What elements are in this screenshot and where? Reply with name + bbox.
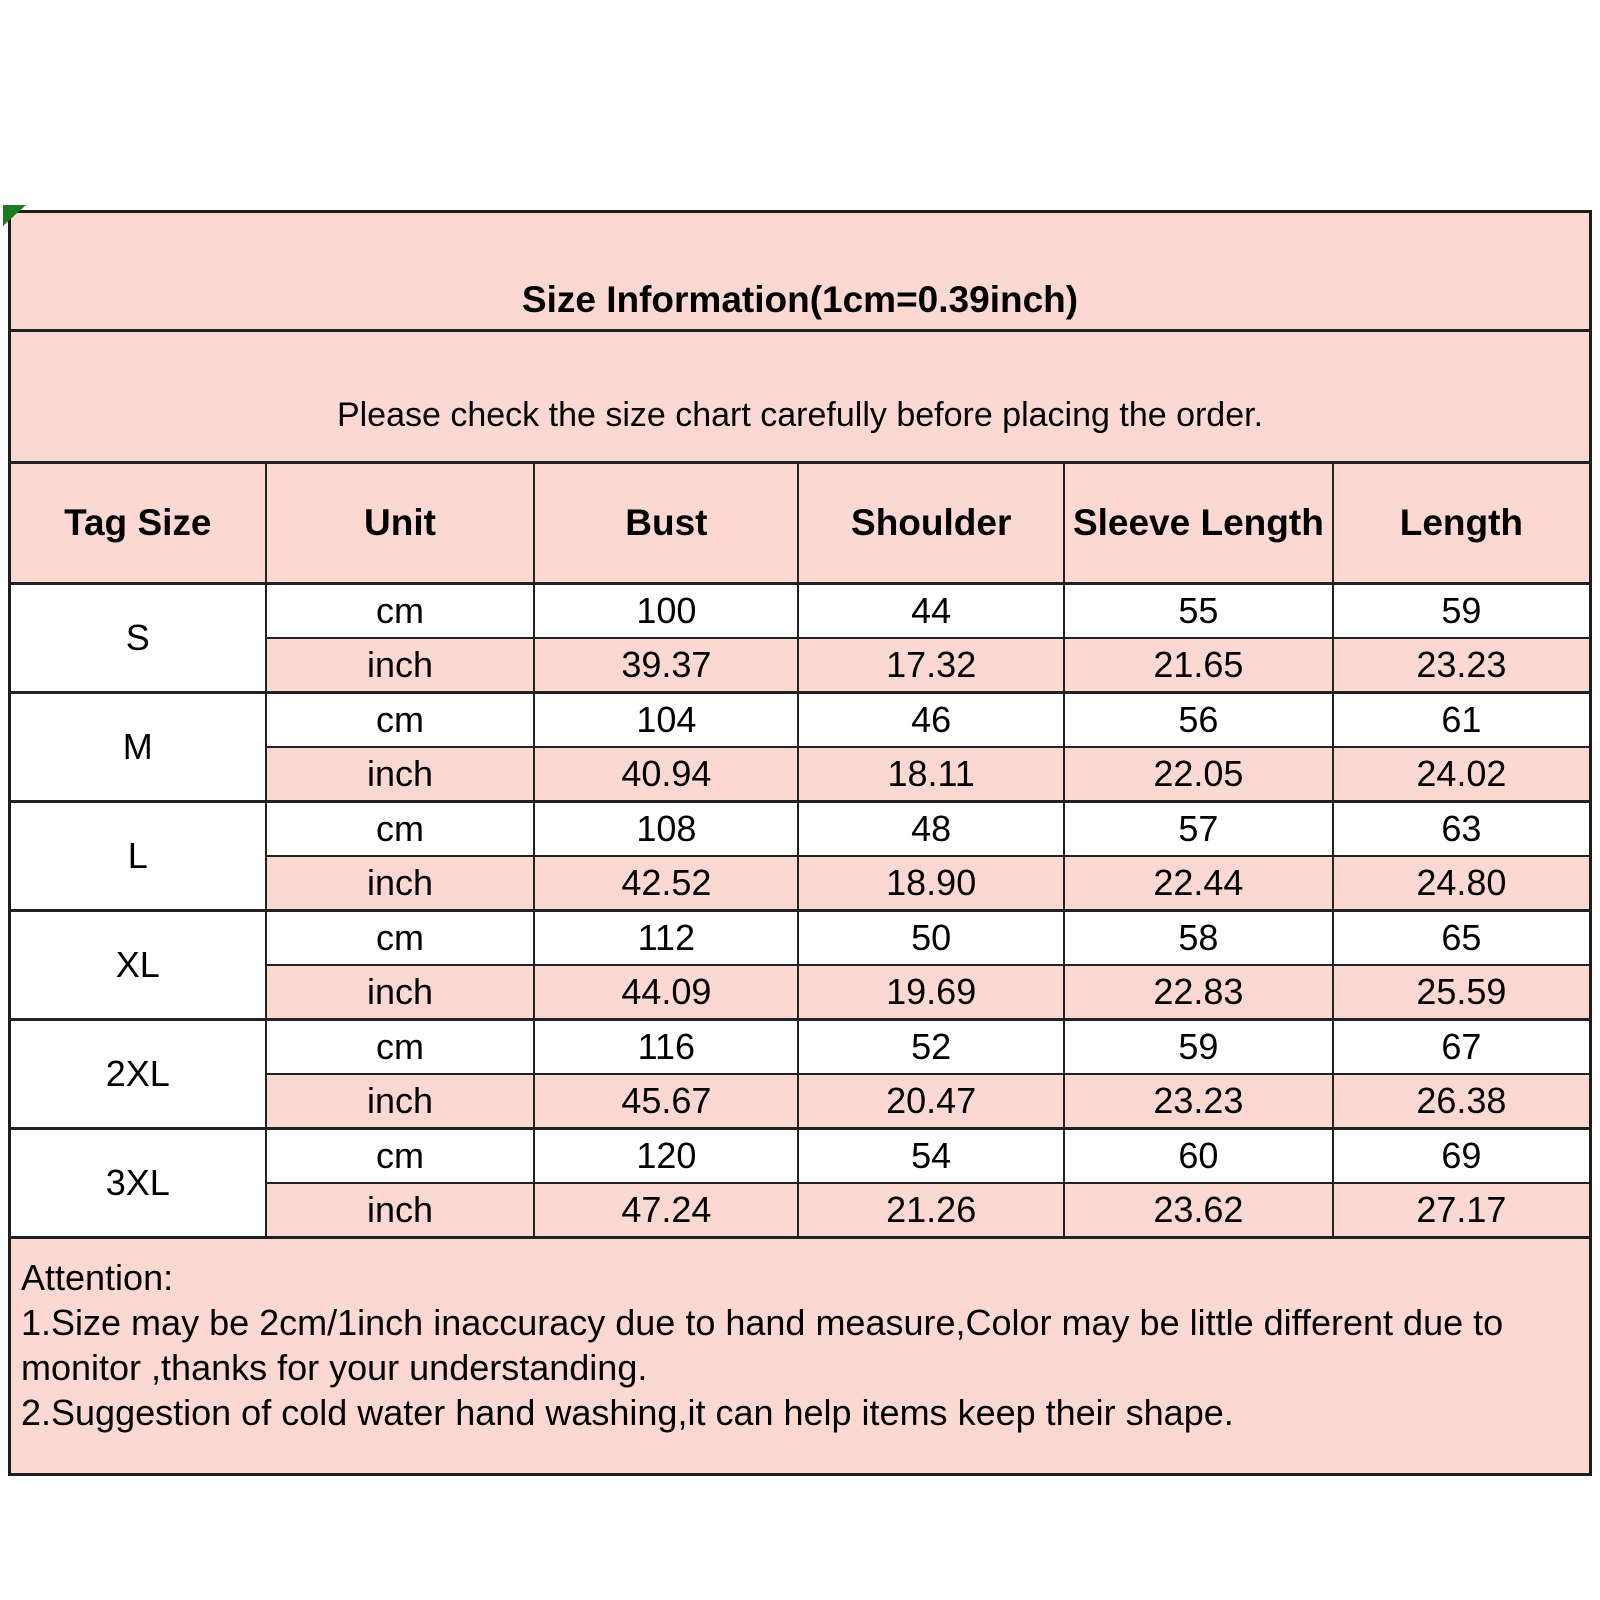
value-bust: 45.67 [534,1074,798,1129]
column-header-bust: Bust [534,463,798,584]
value-bust: 42.52 [534,856,798,911]
value-bust: 100 [534,584,798,639]
value-shoulder: 52 [798,1020,1064,1075]
value-sleeve-length: 23.62 [1064,1183,1333,1238]
attention-note-2: 2.Suggestion of cold water hand washing,it can help items keep their shape. [21,1392,1234,1433]
value-length: 27.17 [1333,1183,1591,1238]
value-bust: 108 [534,802,798,857]
attention-heading: Attention: [21,1257,174,1298]
tag-size-xl: XL [10,911,266,1020]
page-title: Size Information(1cm=0.39inch) [10,212,1591,331]
value-sleeve-length: 60 [1064,1129,1333,1184]
value-length: 24.80 [1333,856,1591,911]
value-sleeve-length: 55 [1064,584,1333,639]
value-bust: 40.94 [534,747,798,802]
value-length: 23.23 [1333,638,1591,693]
unit-label: cm [266,1129,535,1184]
value-length: 63 [1333,802,1591,857]
value-sleeve-length: 21.65 [1064,638,1333,693]
attention-section [10,1238,1591,1475]
table-row-2xl-cm [10,1020,1591,1075]
size-chart-sheet [8,210,1592,1476]
subtitle-row [10,331,1591,463]
column-header-tag-size: Tag Size [10,463,266,584]
unit-label: cm [266,911,535,966]
value-length: 26.38 [1333,1074,1591,1129]
tag-size-3xl: 3XL [10,1129,266,1238]
table-row-3xl-cm [10,1129,1591,1184]
table-row-m-cm [10,693,1591,748]
unit-label: cm [266,584,535,639]
value-sleeve-length: 22.44 [1064,856,1333,911]
value-length: 24.02 [1333,747,1591,802]
value-length: 65 [1333,911,1591,966]
value-bust: 104 [534,693,798,748]
unit-label: inch [266,1183,535,1238]
value-shoulder: 44 [798,584,1064,639]
table-row-s-cm [10,584,1591,639]
tag-size-s: S [10,584,266,693]
page-subtitle: Please check the size chart carefully before placing the order. [10,331,1591,463]
value-shoulder: 54 [798,1129,1064,1184]
size-chart-table [8,210,1592,1476]
value-bust: 116 [534,1020,798,1075]
value-shoulder: 20.47 [798,1074,1064,1129]
unit-label: inch [266,1074,535,1129]
unit-label: cm [266,1020,535,1075]
column-header-sleeve-length: Sleeve Length [1064,463,1333,584]
value-bust: 44.09 [534,965,798,1020]
value-shoulder: 18.11 [798,747,1064,802]
column-header-shoulder: Shoulder [798,463,1064,584]
value-length: 61 [1333,693,1591,748]
value-bust: 120 [534,1129,798,1184]
column-header-length: Length [1333,463,1591,584]
unit-label: inch [266,638,535,693]
value-shoulder: 48 [798,802,1064,857]
value-sleeve-length: 57 [1064,802,1333,857]
value-shoulder: 19.69 [798,965,1064,1020]
unit-label: cm [266,802,535,857]
table-row-l-cm [10,802,1591,857]
attention-note-1: 1.Size may be 2cm/1inch inaccuracy due to hand measure,Color may be little different due to monitor ,thanks for your understanding. [21,1302,1504,1388]
title-row [10,212,1591,331]
table-row-xl-cm [10,911,1591,966]
tag-size-2xl: 2XL [10,1020,266,1129]
value-shoulder: 17.32 [798,638,1064,693]
value-shoulder: 21.26 [798,1183,1064,1238]
tag-size-l: L [10,802,266,911]
value-sleeve-length: 22.05 [1064,747,1333,802]
tag-size-m: M [10,693,266,802]
unit-label: inch [266,747,535,802]
value-shoulder: 18.90 [798,856,1064,911]
value-sleeve-length: 59 [1064,1020,1333,1075]
value-length: 69 [1333,1129,1591,1184]
value-shoulder: 50 [798,911,1064,966]
value-sleeve-length: 58 [1064,911,1333,966]
value-sleeve-length: 23.23 [1064,1074,1333,1129]
unit-label: inch [266,965,535,1020]
value-bust: 112 [534,911,798,966]
value-sleeve-length: 56 [1064,693,1333,748]
value-bust: 47.24 [534,1183,798,1238]
value-shoulder: 46 [798,693,1064,748]
unit-label: inch [266,856,535,911]
value-bust: 39.37 [534,638,798,693]
column-header-unit: Unit [266,463,535,584]
value-length: 59 [1333,584,1591,639]
table-header-row [10,463,1591,584]
unit-label: cm [266,693,535,748]
value-length: 25.59 [1333,965,1591,1020]
value-length: 67 [1333,1020,1591,1075]
value-sleeve-length: 22.83 [1064,965,1333,1020]
